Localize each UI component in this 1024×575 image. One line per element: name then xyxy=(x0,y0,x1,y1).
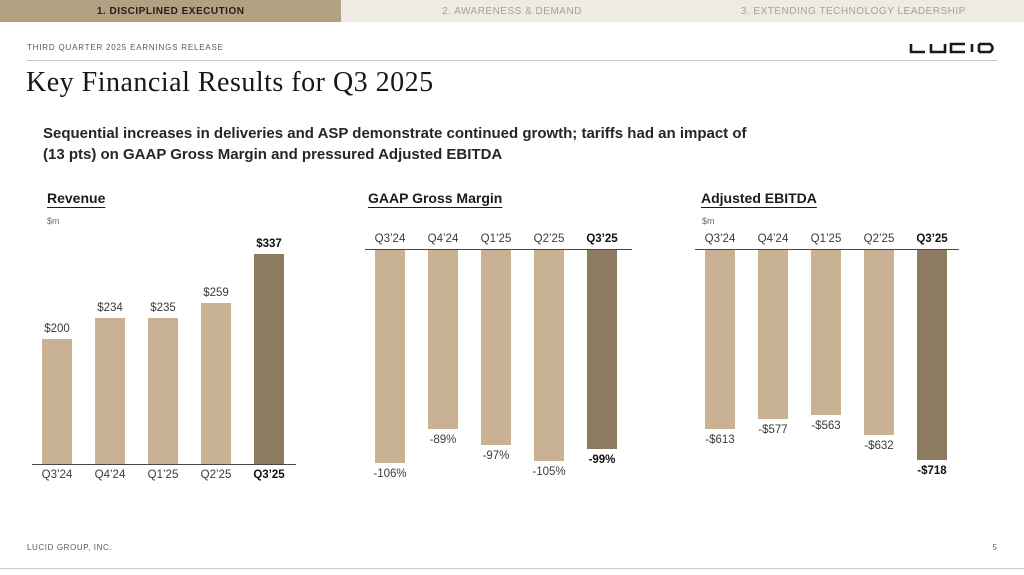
tab-bar xyxy=(0,0,1024,22)
revenue-plot xyxy=(32,236,296,464)
value-label-Q3’25: -$718 xyxy=(917,465,947,477)
bar-column-2 xyxy=(758,250,788,436)
bar-column-5 xyxy=(917,250,947,477)
value-label-Q2’25: $259 xyxy=(203,287,229,299)
subtitle-line-1: Sequential increases in deliveries and ASP demonstrate continued growth; tariffs had an impact of xyxy=(43,125,747,142)
footer-company: LUCID GROUP, INC. xyxy=(27,543,113,552)
ebitda-plot xyxy=(695,250,959,490)
tab-awareness-demand[interactable]: 2. AWARENESS & DEMAND xyxy=(341,0,682,22)
category-label-Q3’24: Q3’24 xyxy=(704,233,736,245)
bar-column-5 xyxy=(587,250,617,466)
tab-extending-technology-leadership[interactable]: 3. EXTENDING TECHNOLOGY LEADERSHIP xyxy=(683,0,1024,22)
category-label-Q3’24: Q3’24 xyxy=(41,469,73,481)
bar-Q1’25 xyxy=(811,250,841,415)
bar-column-4 xyxy=(201,287,231,464)
category-label-Q1’25: Q1’25 xyxy=(480,233,512,245)
value-label-Q3’25: $337 xyxy=(256,238,282,250)
revenue-chart-title: Revenue xyxy=(47,190,106,206)
bar-Q4’24 xyxy=(95,318,125,464)
bar-column-5 xyxy=(254,238,284,464)
bar-column-3 xyxy=(481,250,511,462)
category-label-Q2’25: Q2’25 xyxy=(200,469,232,481)
bar-Q1’25 xyxy=(148,318,178,464)
value-label-Q1’25: $235 xyxy=(150,302,176,314)
eyebrow-label: THIRD QUARTER 2025 EARNINGS RELEASE xyxy=(27,43,224,52)
revenue-unit-label: $m xyxy=(47,216,60,226)
category-label-Q3’25: Q3’25 xyxy=(586,233,618,245)
gaap-plot xyxy=(365,250,632,490)
category-label-Q3’24: Q3’24 xyxy=(374,233,406,245)
header-divider xyxy=(27,60,997,61)
bar-Q1’25 xyxy=(481,250,511,445)
bar-Q3’25 xyxy=(917,250,947,460)
revenue-category-labels xyxy=(42,469,284,481)
bar-column-2 xyxy=(428,250,458,446)
bar-Q2’25 xyxy=(534,250,564,461)
category-label-Q2’25: Q2’25 xyxy=(863,233,895,245)
value-label-Q3’24: -$613 xyxy=(705,434,735,446)
gaap-gross-margin-chart xyxy=(365,188,632,500)
bar-Q3’25 xyxy=(587,250,617,449)
bar-column-3 xyxy=(148,302,178,464)
lucid-logo xyxy=(909,41,997,55)
value-label-Q3’24: -106% xyxy=(373,468,407,480)
category-label-Q4’24: Q4’24 xyxy=(757,233,789,245)
value-label-Q4’24: -$577 xyxy=(758,424,788,436)
category-label-Q2’25: Q2’25 xyxy=(533,233,565,245)
bar-Q2’25 xyxy=(201,303,231,464)
value-label-Q2’25: -$632 xyxy=(864,440,894,452)
gaap-category-labels xyxy=(375,233,617,245)
bar-column-4 xyxy=(534,250,564,478)
tab-disciplined-execution[interactable]: 1. DISCIPLINED EXECUTION xyxy=(0,0,341,22)
bar-column-4 xyxy=(864,250,894,452)
bar-Q2’25 xyxy=(864,250,894,435)
category-label-Q4’24: Q4’24 xyxy=(94,469,126,481)
bar-column-1 xyxy=(42,323,72,464)
gaap-gross-margin-chart-title: GAAP Gross Margin xyxy=(368,190,503,206)
page-number: 5 xyxy=(992,543,997,552)
adjusted-ebitda-chart-title: Adjusted EBITDA xyxy=(701,190,817,206)
adjusted-ebitda-chart xyxy=(695,188,959,500)
subtitle xyxy=(43,123,913,165)
value-label-Q4’24: -89% xyxy=(429,434,457,446)
bar-column-3 xyxy=(811,250,841,432)
bar-column-1 xyxy=(705,250,735,446)
page-title: Key Financial Results for Q3 2025 xyxy=(26,67,434,98)
bar-Q3’24 xyxy=(42,339,72,464)
category-label-Q3’25: Q3’25 xyxy=(253,469,285,481)
bar-Q4’24 xyxy=(758,250,788,419)
bar-column-2 xyxy=(95,302,125,464)
value-label-Q2’25: -105% xyxy=(532,466,566,478)
bar-Q3’24 xyxy=(375,250,405,463)
value-label-Q3’24: $200 xyxy=(44,323,70,335)
category-label-Q4’24: Q4’24 xyxy=(427,233,459,245)
category-label-Q1’25: Q1’25 xyxy=(147,469,179,481)
bar-column-1 xyxy=(375,250,405,480)
value-label-Q1’25: -97% xyxy=(482,450,510,462)
value-label-Q1’25: -$563 xyxy=(811,420,841,432)
ebitda-category-labels xyxy=(705,233,947,245)
revenue-axis-line xyxy=(32,464,296,465)
category-label-Q3’25: Q3’25 xyxy=(916,233,948,245)
category-label-Q1’25: Q1’25 xyxy=(810,233,842,245)
bar-Q4’24 xyxy=(428,250,458,429)
bar-Q3’25 xyxy=(254,254,284,464)
footer-divider xyxy=(0,568,1024,569)
revenue-chart xyxy=(32,188,296,500)
value-label-Q3’25: -99% xyxy=(588,454,616,466)
ebitda-unit-label: $m xyxy=(702,216,715,226)
bar-Q3’24 xyxy=(705,250,735,429)
subtitle-line-2: (13 pts) on GAAP Gross Margin and pressured Adjusted EBITDA xyxy=(43,146,503,163)
value-label-Q4’24: $234 xyxy=(97,302,123,314)
